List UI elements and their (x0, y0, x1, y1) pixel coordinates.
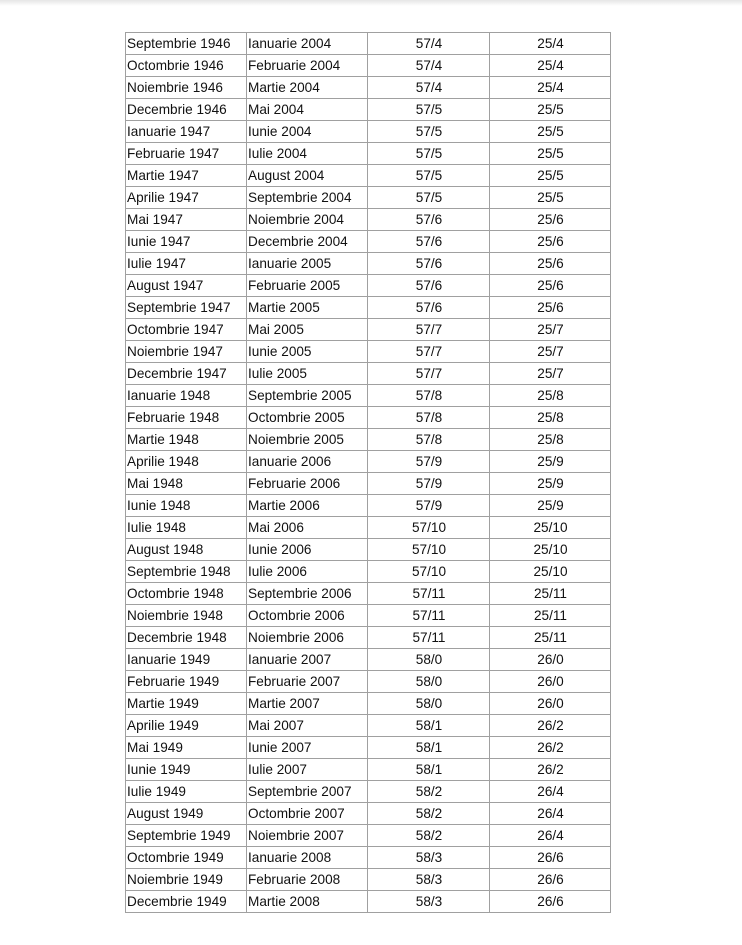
table-row (126, 583, 611, 605)
standard-age-cell: 57/10 (368, 539, 490, 561)
contribution-period-cell: 26/2 (490, 715, 611, 737)
birth-month-cell: Ianuarie 1947 (126, 121, 247, 143)
contribution-period-cell: 25/7 (490, 363, 611, 385)
retirement-month-cell: Iunie 2004 (247, 121, 368, 143)
table-body (126, 33, 611, 913)
contribution-period-cell: 26/2 (490, 737, 611, 759)
table-row (126, 693, 611, 715)
retirement-month-cell: Iunie 2005 (247, 341, 368, 363)
standard-age-cell: 57/11 (368, 583, 490, 605)
retirement-month-cell: Ianuarie 2008 (247, 847, 368, 869)
standard-age-cell: 58/3 (368, 891, 490, 913)
contribution-period-cell: 25/6 (490, 231, 611, 253)
contribution-period-cell: 26/4 (490, 781, 611, 803)
retirement-month-cell: Ianuarie 2005 (247, 253, 368, 275)
retirement-age-table (125, 32, 611, 913)
contribution-period-cell: 26/6 (490, 847, 611, 869)
table-row (126, 231, 611, 253)
birth-month-cell: Mai 1947 (126, 209, 247, 231)
contribution-period-cell: 25/4 (490, 77, 611, 99)
retirement-month-cell: Martie 2008 (247, 891, 368, 913)
birth-month-cell: August 1947 (126, 275, 247, 297)
standard-age-cell: 58/2 (368, 781, 490, 803)
standard-age-cell: 58/2 (368, 825, 490, 847)
contribution-period-cell: 25/5 (490, 143, 611, 165)
retirement-month-cell: Septembrie 2004 (247, 187, 368, 209)
contribution-period-cell: 25/7 (490, 319, 611, 341)
table-row (126, 517, 611, 539)
birth-month-cell: Iulie 1949 (126, 781, 247, 803)
retirement-month-cell: Martie 2007 (247, 693, 368, 715)
contribution-period-cell: 26/4 (490, 803, 611, 825)
birth-month-cell: Martie 1948 (126, 429, 247, 451)
contribution-period-cell: 25/10 (490, 539, 611, 561)
standard-age-cell: 57/6 (368, 275, 490, 297)
contribution-period-cell: 26/0 (490, 693, 611, 715)
contribution-period-cell: 26/6 (490, 891, 611, 913)
birth-month-cell: Februarie 1947 (126, 143, 247, 165)
standard-age-cell: 57/8 (368, 385, 490, 407)
contribution-period-cell: 25/8 (490, 407, 611, 429)
standard-age-cell: 57/4 (368, 33, 490, 55)
birth-month-cell: Octombrie 1947 (126, 319, 247, 341)
table-row (126, 209, 611, 231)
retirement-month-cell: Noiembrie 2006 (247, 627, 368, 649)
contribution-period-cell: 25/4 (490, 55, 611, 77)
table-row (126, 297, 611, 319)
table-row (126, 363, 611, 385)
contribution-period-cell: 25/9 (490, 451, 611, 473)
standard-age-cell: 58/3 (368, 847, 490, 869)
retirement-month-cell: Iulie 2005 (247, 363, 368, 385)
birth-month-cell: Ianuarie 1948 (126, 385, 247, 407)
retirement-month-cell: Iunie 2006 (247, 539, 368, 561)
table-row (126, 803, 611, 825)
birth-month-cell: Iulie 1948 (126, 517, 247, 539)
birth-month-cell: Noiembrie 1948 (126, 605, 247, 627)
standard-age-cell: 57/5 (368, 143, 490, 165)
birth-month-cell: Aprilie 1947 (126, 187, 247, 209)
retirement-month-cell: Octombrie 2007 (247, 803, 368, 825)
table-row (126, 847, 611, 869)
contribution-period-cell: 25/8 (490, 429, 611, 451)
retirement-month-cell: Mai 2007 (247, 715, 368, 737)
standard-age-cell: 58/1 (368, 759, 490, 781)
retirement-month-cell: Iulie 2007 (247, 759, 368, 781)
standard-age-cell: 57/9 (368, 495, 490, 517)
retirement-month-cell: Noiembrie 2005 (247, 429, 368, 451)
birth-month-cell: Februarie 1948 (126, 407, 247, 429)
retirement-month-cell: Ianuarie 2006 (247, 451, 368, 473)
retirement-month-cell: Mai 2004 (247, 99, 368, 121)
standard-age-cell: 57/5 (368, 99, 490, 121)
retirement-month-cell: Iulie 2004 (247, 143, 368, 165)
retirement-month-cell: Septembrie 2007 (247, 781, 368, 803)
table-row (126, 605, 611, 627)
table-row (126, 429, 611, 451)
retirement-month-cell: Iulie 2006 (247, 561, 368, 583)
contribution-period-cell: 25/5 (490, 99, 611, 121)
table-row (126, 715, 611, 737)
standard-age-cell: 57/6 (368, 297, 490, 319)
retirement-month-cell: Ianuarie 2007 (247, 649, 368, 671)
birth-month-cell: Septembrie 1946 (126, 33, 247, 55)
standard-age-cell: 58/3 (368, 869, 490, 891)
table-row (126, 671, 611, 693)
page-top-shadow (0, 0, 742, 6)
birth-month-cell: Octombrie 1948 (126, 583, 247, 605)
table-row (126, 143, 611, 165)
standard-age-cell: 57/6 (368, 209, 490, 231)
retirement-month-cell: Februarie 2008 (247, 869, 368, 891)
contribution-period-cell: 25/11 (490, 627, 611, 649)
standard-age-cell: 58/2 (368, 803, 490, 825)
birth-month-cell: Iunie 1949 (126, 759, 247, 781)
birth-month-cell: Ianuarie 1949 (126, 649, 247, 671)
birth-month-cell: Aprilie 1949 (126, 715, 247, 737)
contribution-period-cell: 25/9 (490, 473, 611, 495)
standard-age-cell: 57/7 (368, 363, 490, 385)
table-row (126, 385, 611, 407)
birth-month-cell: Septembrie 1948 (126, 561, 247, 583)
contribution-period-cell: 25/6 (490, 275, 611, 297)
table-row (126, 165, 611, 187)
retirement-month-cell: Noiembrie 2004 (247, 209, 368, 231)
table-row (126, 781, 611, 803)
table-row (126, 253, 611, 275)
retirement-month-cell: Februarie 2005 (247, 275, 368, 297)
birth-month-cell: Septembrie 1949 (126, 825, 247, 847)
table-row (126, 825, 611, 847)
contribution-period-cell: 25/6 (490, 209, 611, 231)
retirement-month-cell: Martie 2006 (247, 495, 368, 517)
contribution-period-cell: 25/6 (490, 297, 611, 319)
standard-age-cell: 57/4 (368, 55, 490, 77)
birth-month-cell: Iulie 1947 (126, 253, 247, 275)
contribution-period-cell: 25/4 (490, 33, 611, 55)
standard-age-cell: 58/1 (368, 715, 490, 737)
contribution-period-cell: 26/0 (490, 649, 611, 671)
birth-month-cell: Iunie 1947 (126, 231, 247, 253)
retirement-month-cell: Septembrie 2005 (247, 385, 368, 407)
table-row (126, 473, 611, 495)
birth-month-cell: Mai 1948 (126, 473, 247, 495)
retirement-month-cell: Decembrie 2004 (247, 231, 368, 253)
retirement-month-cell: Februarie 2007 (247, 671, 368, 693)
standard-age-cell: 57/4 (368, 77, 490, 99)
table-row (126, 275, 611, 297)
birth-month-cell: Decembrie 1946 (126, 99, 247, 121)
table-row (126, 451, 611, 473)
table-row (126, 539, 611, 561)
birth-month-cell: Aprilie 1948 (126, 451, 247, 473)
birth-month-cell: Noiembrie 1949 (126, 869, 247, 891)
contribution-period-cell: 25/11 (490, 583, 611, 605)
standard-age-cell: 57/5 (368, 187, 490, 209)
birth-month-cell: Iunie 1948 (126, 495, 247, 517)
retirement-month-cell: Martie 2004 (247, 77, 368, 99)
table-row (126, 77, 611, 99)
contribution-period-cell: 25/7 (490, 341, 611, 363)
standard-age-cell: 57/5 (368, 121, 490, 143)
standard-age-cell: 57/6 (368, 231, 490, 253)
retirement-month-cell: Iunie 2007 (247, 737, 368, 759)
retirement-month-cell: Martie 2005 (247, 297, 368, 319)
table-row (126, 737, 611, 759)
retirement-month-cell: August 2004 (247, 165, 368, 187)
table-row (126, 649, 611, 671)
table-row (126, 187, 611, 209)
table-row (126, 319, 611, 341)
standard-age-cell: 57/7 (368, 341, 490, 363)
standard-age-cell: 57/9 (368, 451, 490, 473)
table-row (126, 99, 611, 121)
contribution-period-cell: 26/6 (490, 869, 611, 891)
birth-month-cell: Martie 1947 (126, 165, 247, 187)
birth-month-cell: Noiembrie 1947 (126, 341, 247, 363)
birth-month-cell: Mai 1949 (126, 737, 247, 759)
retirement-month-cell: Februarie 2004 (247, 55, 368, 77)
standard-age-cell: 57/6 (368, 253, 490, 275)
standard-age-cell: 57/7 (368, 319, 490, 341)
standard-age-cell: 57/5 (368, 165, 490, 187)
contribution-period-cell: 25/10 (490, 517, 611, 539)
standard-age-cell: 57/11 (368, 627, 490, 649)
standard-age-cell: 58/0 (368, 693, 490, 715)
contribution-period-cell: 25/11 (490, 605, 611, 627)
table-row (126, 55, 611, 77)
table-row (126, 407, 611, 429)
contribution-period-cell: 25/6 (490, 253, 611, 275)
contribution-period-cell: 25/8 (490, 385, 611, 407)
standard-age-cell: 57/10 (368, 517, 490, 539)
contribution-period-cell: 25/5 (490, 187, 611, 209)
standard-age-cell: 58/1 (368, 737, 490, 759)
contribution-period-cell: 26/4 (490, 825, 611, 847)
table-row (126, 33, 611, 55)
table-row (126, 759, 611, 781)
table-row (126, 627, 611, 649)
contribution-period-cell: 25/9 (490, 495, 611, 517)
birth-month-cell: Decembrie 1949 (126, 891, 247, 913)
table-row (126, 495, 611, 517)
birth-month-cell: Septembrie 1947 (126, 297, 247, 319)
contribution-period-cell: 25/5 (490, 165, 611, 187)
table-row (126, 869, 611, 891)
table-row (126, 341, 611, 363)
retirement-month-cell: Septembrie 2006 (247, 583, 368, 605)
retirement-month-cell: Mai 2006 (247, 517, 368, 539)
standard-age-cell: 57/9 (368, 473, 490, 495)
standard-age-cell: 57/10 (368, 561, 490, 583)
birth-month-cell: Decembrie 1947 (126, 363, 247, 385)
birth-month-cell: August 1949 (126, 803, 247, 825)
birth-month-cell: Februarie 1949 (126, 671, 247, 693)
table-row (126, 891, 611, 913)
standard-age-cell: 58/0 (368, 671, 490, 693)
birth-month-cell: Noiembrie 1946 (126, 77, 247, 99)
contribution-period-cell: 25/10 (490, 561, 611, 583)
birth-month-cell: Martie 1949 (126, 693, 247, 715)
birth-month-cell: Octombrie 1946 (126, 55, 247, 77)
retirement-month-cell: Octombrie 2005 (247, 407, 368, 429)
birth-month-cell: Octombrie 1949 (126, 847, 247, 869)
standard-age-cell: 57/11 (368, 605, 490, 627)
birth-month-cell: August 1948 (126, 539, 247, 561)
retirement-month-cell: Mai 2005 (247, 319, 368, 341)
contribution-period-cell: 26/0 (490, 671, 611, 693)
contribution-period-cell: 26/2 (490, 759, 611, 781)
standard-age-cell: 58/0 (368, 649, 490, 671)
retirement-month-cell: Noiembrie 2007 (247, 825, 368, 847)
birth-month-cell: Decembrie 1948 (126, 627, 247, 649)
table-row (126, 121, 611, 143)
contribution-period-cell: 25/5 (490, 121, 611, 143)
retirement-month-cell: Ianuarie 2004 (247, 33, 368, 55)
retirement-month-cell: Februarie 2006 (247, 473, 368, 495)
retirement-month-cell: Octombrie 2006 (247, 605, 368, 627)
standard-age-cell: 57/8 (368, 429, 490, 451)
table-row (126, 561, 611, 583)
standard-age-cell: 57/8 (368, 407, 490, 429)
